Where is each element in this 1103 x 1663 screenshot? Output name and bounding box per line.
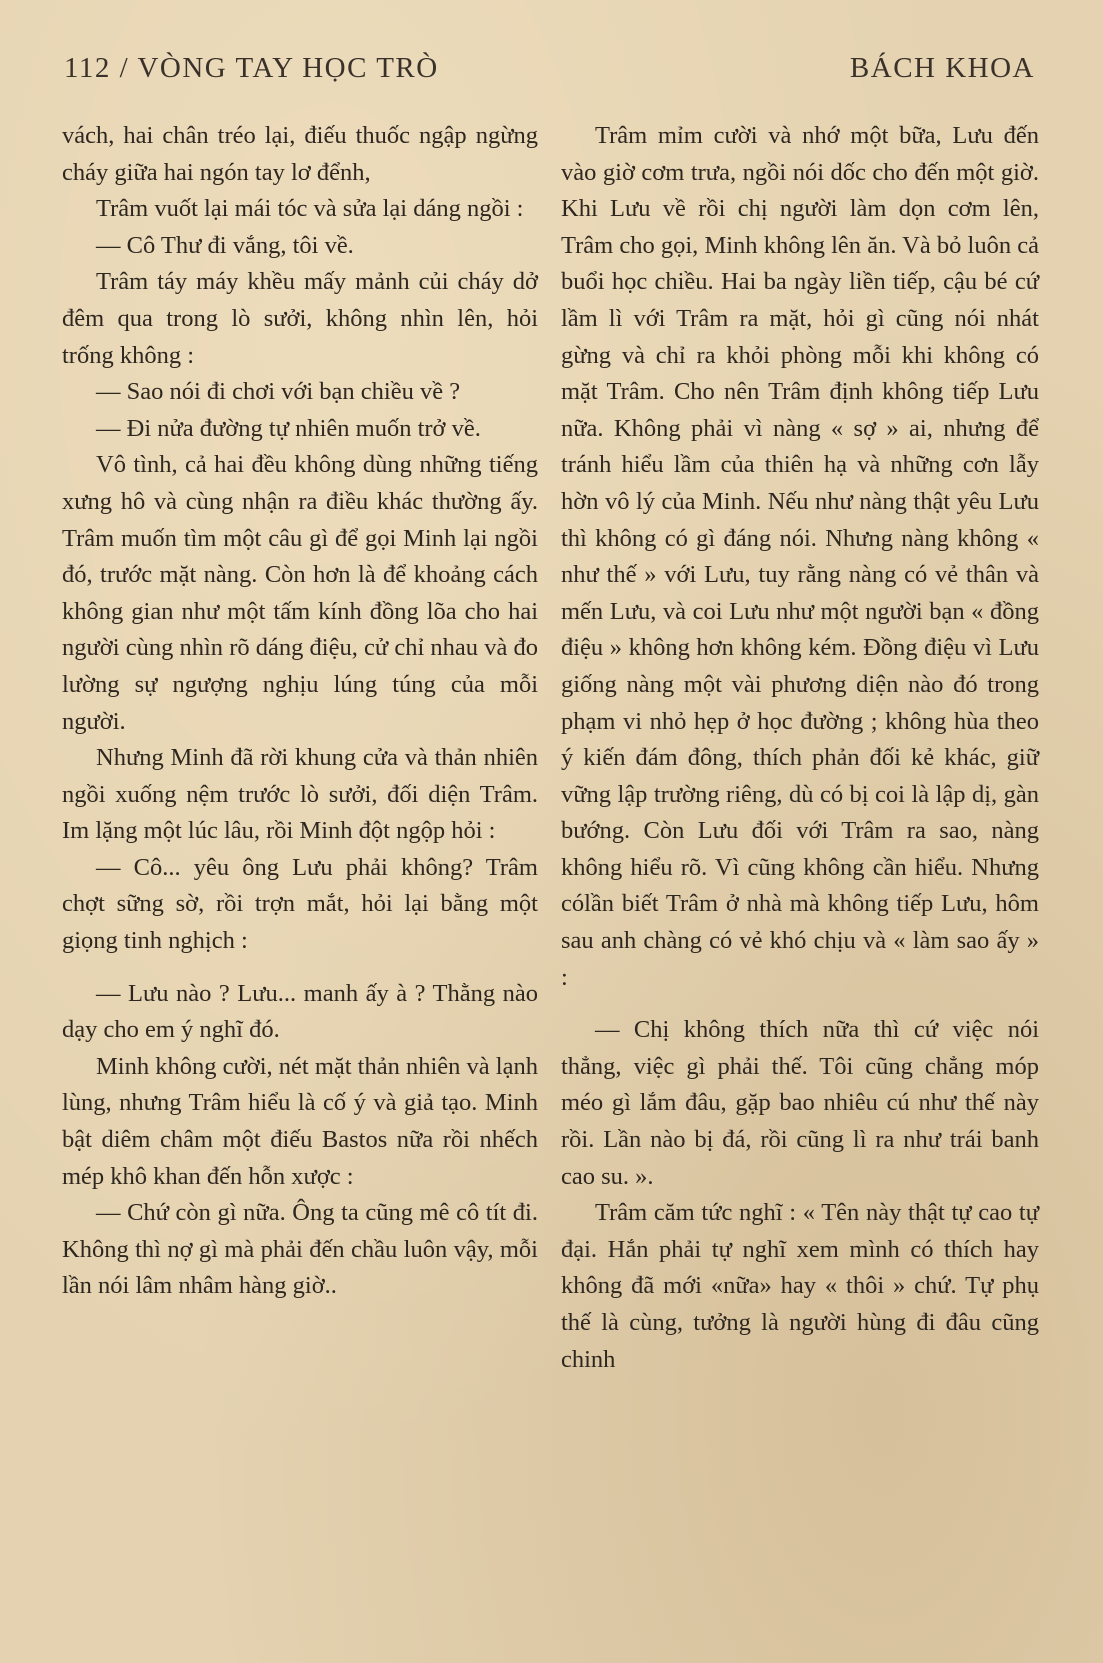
paragraph: Nhưng Minh đã rời khung cửa và thản nhiên ngồi xuống nệm trước lò sưởi, đối diện Trâm. Im lặng một lúc lâu, rồi Minh đột ngộp hỏi : [62,744,538,845]
paragraph: Trâm vuốt lại mái tóc và sửa lại dáng ngồi : [96,195,524,223]
paragraph: Trâm căm tức nghĩ : « Tên này thật tự cao tự đại. Hắn phải tự nghĩ xem mình có thích hay không đã mới «nữa» hay « thôi » chứ. Tự phụ thế là cùng, tưởng là người hùng đi đâu cũng chinh [561,1199,1039,1373]
paragraph: Minh không cười, nét mặt thản nhiên và lạnh lùng, nhưng Trâm hiểu là cố ý và giả tạo. Minh bật diêm châm một điếu Bastos nữa rồi nhếch mép khô khan đến hỗn xược : [62,1052,538,1190]
paragraph: — Đi nửa đường tự nhiên muốn trở về. [96,414,481,442]
paragraph: — Cô Thư đi vắng, tôi về. [96,231,354,259]
magazine-name: BÁCH KHOA [849,52,1035,84]
paragraph: Vô tình, cả hai đều không dùng những tiếng xưng hô và cùng nhận ra điều khác thường ấy. Trâm muốn tìm một câu gì để gọi Minh lại ngồi đó, trước mặt nàng. Còn hơn là để khoảng cách không gian như một tấm kính đồng lõa cho hai người cùng nhìn rõ dáng điệu, cử chỉ nhau và đo lường sự ngượng nghịu lúng túng của mỗi người. [62,451,538,735]
paragraph: — Sao nói đi chơi với bạn chiều về ? [96,378,461,406]
running-header [64,52,1035,92]
paragraph: vách, hai chân tréo lại, điếu thuốc ngập ngừng cháy giữa hai ngón tay lơ đểnh, [62,122,538,186]
paragraph: — Chứ còn gì nữa. Ông ta cũng mê cô tít đi. Không thì nợ gì mà phải đến chầu luôn vậy, mỗi lần nói lâm nhâm hàng giờ.. [62,1199,538,1300]
text-column-left [62,118,538,1305]
paragraph: — Lưu nào ? Lưu... manh ấy à ? Thằng nào dạy cho em ý nghĩ đó. [62,979,538,1044]
paragraph: Trâm mỉm cười và nhớ một bữa, Lưu đến vào giờ cơm trưa, ngồi nói dốc cho đến một giờ. Khi Lưu về rồi chị người làm dọn cơm lên, Trâm cho gọi, Minh không lên ăn. Và bỏ luôn cả buổi học chiều. Hai ba ngày liền tiếp, cậu bé cứ lầm lì với Trâm ra mặt, hỏi gì cũng nói nhát gừng và chỉ ra khỏi phòng mỗi khi không có mặt Trâm. Cho nên Trâm định không tiếp Lưu nữa. Không phải vì nàng « sợ » ai, nhưng để tránh hiểu lầm của thiên hạ và những cơn lẫy hờn vô lý của Minh. Nếu như nàng thật yêu Lưu thì không có gì đáng nói. Nhưng nàng không « như thế » với Lưu, tuy rằng nàng có vẻ thân và mến Lưu, và coi Lưu như một người bạn « đồng điệu » không hơn không kém. Đồng điệu vì Lưu giống nàng một vài phương diện nào đó trong phạm vi nhỏ hẹp ở học đường ; không hùa theo ý kiến đám đông, thích phản đối kẻ khác, giữ vững lập trường riêng, dù có bị coi là lập dị, gàn bướng. Còn Lưu đối với Trâm ra sao, nàng không hiểu rõ. Vì cũng không cần hiểu. Nhưng cólần biết Trâm ở nhà mà không tiếp Lưu, hôm sau anh chàng có vẻ khó chịu và « làm sao ấy » : [561,122,1039,991]
paragraph: — Chị không thích nữa thì cứ việc nói thẳng, việc gì phải thế. Tôi cũng chẳng móp méo gì lắm đâu, gặp bao nhiêu cú như thế này rồi. Lần nào bị đá, rồi cũng lì ra như trái banh cao su. ». [561,1016,1039,1190]
paragraph: Trâm táy máy khều mấy mảnh củi cháy dở đêm qua trong lò sưởi, không nhìn lên, hỏi trống không : [62,268,538,369]
page-number-and-title: 112 / VÒNG TAY HỌC TRÒ [64,52,439,84]
paragraph: — Cô... yêu ông Lưu phải không? Trâm chợt sững sờ, rồi trợn mắt, hỏi lại bằng một giọng tinh nghịch : [62,853,538,955]
text-column-right [561,118,1039,1378]
